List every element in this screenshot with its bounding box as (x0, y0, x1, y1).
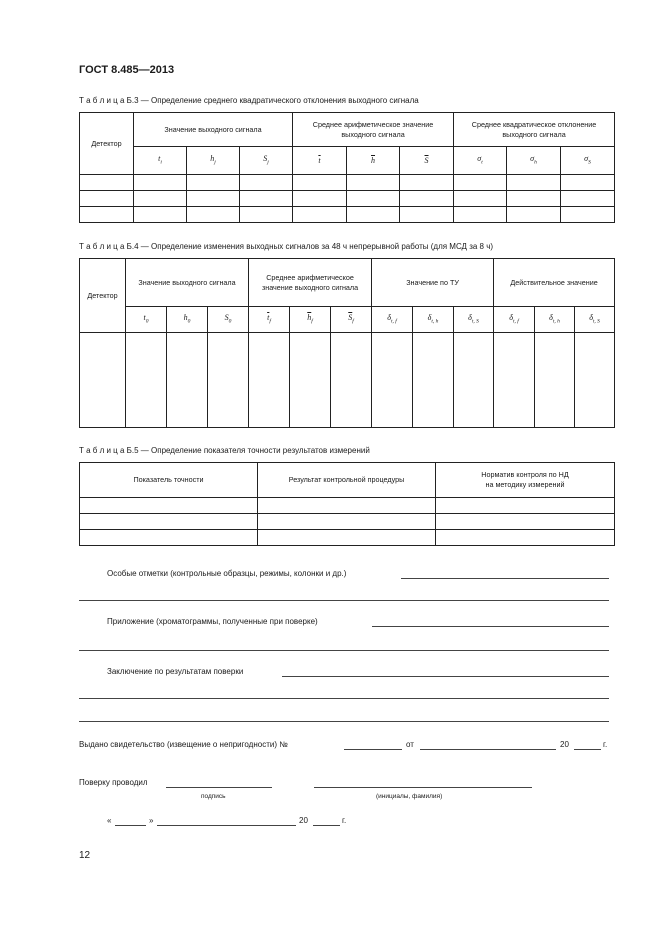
signature-field[interactable] (166, 787, 272, 788)
verified-by-label: Поверку проводил (79, 778, 148, 787)
date-year-field[interactable] (313, 825, 340, 826)
symbol-sigma-h: $\sigma_h$ (507, 147, 561, 175)
table-row (80, 514, 615, 530)
special-notes-field[interactable] (401, 578, 609, 579)
symbol-delta-actual-t: $\delta_{t, f}$ (494, 307, 535, 333)
symbol-h-j: $h_j$ (187, 147, 240, 175)
table-b4-actual-header: Действительное значение (494, 259, 615, 307)
table-b5-norm-header (436, 463, 615, 498)
date-quote-close: » (149, 816, 154, 825)
table-row (80, 191, 615, 207)
date-quote-open: « (107, 816, 112, 825)
table-row (80, 207, 615, 223)
symbol-delta-actual-s: $\delta_{t, S}$ (575, 307, 615, 333)
table-row (80, 333, 615, 428)
table-b5-result-header: Результат контрольной процедуры (258, 463, 436, 498)
special-notes-label: Особые отметки (контрольные образцы, режимы, колонки и др.) (107, 569, 347, 578)
table-b3-detector-header: Детектор (80, 113, 134, 175)
table-b4 (79, 258, 615, 428)
table-b5-accuracy-header: Показатель точности (80, 463, 258, 498)
table-row (80, 498, 615, 514)
table-b3-mean-header: Среднее арифметическое значение выходного сигнала (293, 113, 454, 147)
initials-caption: (инициалы, фамилия) (376, 793, 443, 800)
conclusion-field[interactable] (282, 676, 609, 677)
symbol-delta-tu-t: $\delta_{t, f}$ (372, 307, 413, 333)
symbol-s-0: $S_0$ (208, 307, 249, 333)
symbol-sigma-s: $\sigma_S$ (561, 147, 615, 175)
table-b5-norm-line1: Норматив контроля по НД (481, 470, 569, 479)
certificate-label: Выдано свидетельство (извещение о непригодности) № (79, 740, 288, 749)
attachment-label: Приложение (хроматограммы, полученные при поверке) (107, 617, 318, 626)
conclusion-label: Заключение по результатам поверки (107, 667, 244, 676)
symbol-s-bar: $\overline{S}$ (400, 147, 454, 175)
certificate-year-field[interactable] (574, 749, 601, 750)
table-b3 (79, 112, 615, 223)
initials-field[interactable] (314, 787, 532, 788)
table-b3-caption: Т а б л и ц а Б.3 — Определение среднего квадратического отклонения выходного сигнала (79, 96, 419, 105)
symbol-t-0: $t_0$ (126, 307, 167, 333)
certificate-date-field[interactable] (420, 749, 556, 750)
table-row (80, 175, 615, 191)
table-b4-tu-header: Значение по ТУ (372, 259, 494, 307)
table-b5-caption: Т а б л и ц а Б.5 — Определение показателя точности результатов измерений (79, 446, 370, 455)
attachment-field-line2[interactable] (79, 650, 609, 651)
attachment-field[interactable] (372, 626, 609, 627)
symbol-h-0: $h_0$ (167, 307, 208, 333)
symbol-delta-actual-h: $\delta_{t, h}$ (535, 307, 575, 333)
symbol-s-j: $S_j$ (240, 147, 293, 175)
date-year-prefix: 20 (299, 816, 308, 825)
symbol-h-f-bar: $\overline{h}_f$ (290, 307, 331, 333)
table-b4-detector-header: Детектор (80, 259, 126, 333)
date-month-field[interactable] (157, 825, 296, 826)
table-b3-std-header: Среднее квадратическое отклонение выходного сигнала (454, 113, 615, 147)
symbol-t-i: $t_i$ (134, 147, 187, 175)
table-b4-caption: Т а б л и ц а Б.4 — Определение изменения выходных сигналов за 48 ч непрерывной работы (для МСД за 8 ч) (79, 242, 494, 251)
symbol-delta-tu-s: $\delta_{t, S}$ (454, 307, 494, 333)
conclusion-field-line3[interactable] (79, 721, 609, 722)
special-notes-field-line2[interactable] (79, 600, 609, 601)
certificate-number-field[interactable] (344, 749, 402, 750)
symbol-sigma-t: $\sigma_t$ (454, 147, 507, 175)
page-number: 12 (79, 850, 91, 861)
symbol-s-f-bar: $\overline{S}_f$ (331, 307, 372, 333)
table-b3-output-header: Значение выходного сигнала (134, 113, 293, 147)
table-b4-mean-header: Среднее арифметическое значение выходного сигнала (249, 259, 372, 307)
certificate-from-label: от (406, 740, 414, 749)
table-b4-output-header: Значение выходного сигнала (126, 259, 249, 307)
certificate-year-prefix: 20 (560, 740, 569, 749)
symbol-t-bar: $\overline{t}$ (293, 147, 347, 175)
table-b5 (79, 462, 615, 546)
symbol-delta-tu-h: $\delta_{t, h}$ (413, 307, 454, 333)
date-year-suffix: г. (342, 816, 347, 825)
signature-caption: подпись (201, 793, 226, 800)
conclusion-field-line2[interactable] (79, 698, 609, 699)
date-day-field[interactable] (115, 825, 146, 826)
symbol-h-bar: $\overline{h}$ (347, 147, 400, 175)
symbol-t-f-bar: $\overline{t}_f$ (249, 307, 290, 333)
document-header: ГОСТ 8.485—2013 (79, 64, 175, 76)
certificate-year-suffix: г. (603, 740, 608, 749)
table-row (80, 530, 615, 546)
table-b5-norm-line2: на методику измерений (485, 480, 565, 489)
